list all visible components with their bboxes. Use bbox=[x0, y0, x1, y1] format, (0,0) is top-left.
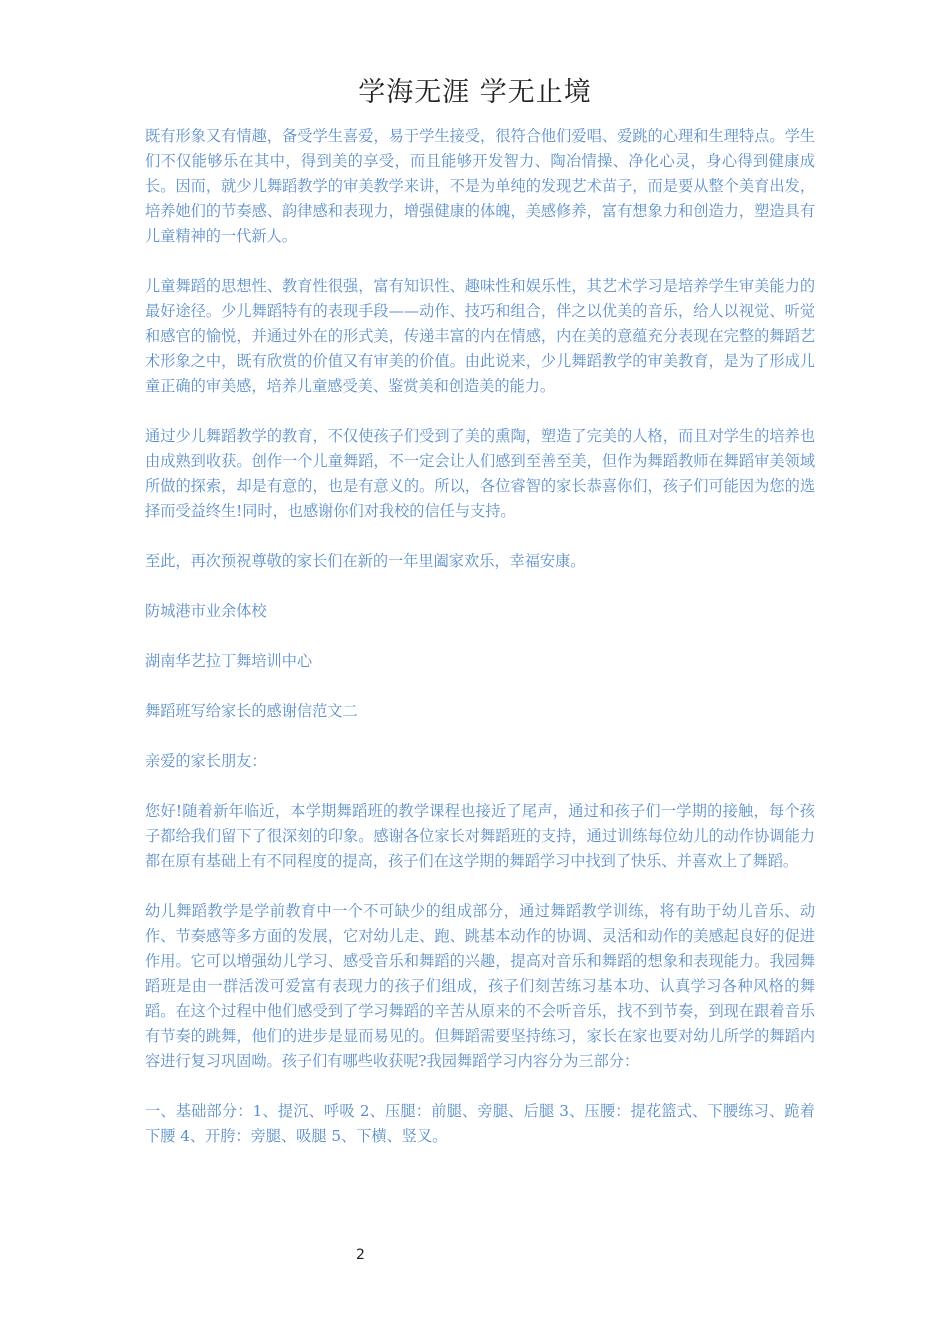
paragraph-aesthetic-education: 既有形象又有情趣，备受学生喜爱，易于学生接受，很符合他们爱唱、爱跳的心理和生理特点。学生们不仅能够乐在其中，得到美的享受，而且能够开发智力、陶冶情操、净化心灵，身心得到健康成长。因而，就少儿舞蹈教学的审美教学来讲，不是为单纯的发现艺术苗子，而是要从整个美育出发，培养她们的节奏感、韵律感和表现力，增强健康的体魄，美感修养，富有想象力和创造力，塑造具有儿童精神的一代新人。 bbox=[145, 127, 815, 245]
paragraph-greeting: 您好!随着新年临近，本学期舞蹈班的教学课程也接近了尾声，通过和孩子们一学期的接触，每个孩子都给我们留下了很深刻的印象。感谢各位家长对舞蹈班的支持，通过训练每位幼儿的动作协调能力都在原有基础上有不同程度的提高，孩子们在这学期的舞蹈学习中找到了快乐、并喜欢上了舞蹈。 bbox=[145, 802, 815, 870]
paragraph-teaching-results: 通过少儿舞蹈教学的教育，不仅使孩子们受到了美的熏陶，塑造了完美的人格，而且对学生的培养也由成熟到收获。创作一个儿童舞蹈，不一定会让人们感到至善至美，但作为舞蹈教师在舞蹈审美领域所做的探索，却是有意的，也是有意义的。所以，各位睿智的家长恭喜你们，孩子们可能因为您的选择而受益终生!同时，也感谢你们对我校的信任与支持。 bbox=[145, 427, 815, 520]
page-header-title: 学海无涯 学无止境 bbox=[358, 77, 592, 108]
paragraph-preschool-dance: 幼儿舞蹈教学是学前教育中一个不可缺少的组成部分，通过舞蹈教学训练，将有助于幼儿音乐、动作、节奏感等多方面的发展，它对幼儿走、跑、跳基本动作的协调、灵活和动作的美感起良好的促进作用。它可以增强幼儿学习、感受音乐和舞蹈的兴趣，提高对音乐和舞蹈的想象和表现能力。我园舞蹈班是由一群活泼可爱富有表现力的孩子们组成，孩子们刻苦练习基本功、认真学习各种风格的舞蹈。在这个过程中他们感受到了学习舞蹈的辛苦从原来的不会听音乐，找不到节奏，到现在跟着音乐有节奏的跳舞，他们的进步是显而易见的。但舞蹈需要坚持练习，家长在家也要对幼儿所学的舞蹈内容进行复习巩固呦。孩子们有哪些收获呢?我园舞蹈学习内容分为三部分： bbox=[145, 902, 815, 1070]
signature-training-center: 湖南华艺拉丁舞培训中心 bbox=[145, 652, 313, 670]
section-heading-letter-two: 舞蹈班写给家长的感谢信范文二 bbox=[145, 702, 358, 720]
paragraph-basic-part: 一、基础部分：1、提沉、呼吸 2、压腿：前腿、旁腿、后腿 3、压腰：提花篮式、下腰练习、跪着下腰 4、开胯：旁腿、吸腿 5、下横、竖叉。 bbox=[145, 1102, 815, 1145]
paragraph-children-dance: 儿童舞蹈的思想性、教育性很强，富有知识性、趣味性和娱乐性，其艺术学习是培养学生审美能力的最好途径。少儿舞蹈特有的表现手段——动作、技巧和组合，伴之以优美的音乐，给人以视觉、听觉和感官的愉悦，并通过外在的形式美，传递丰富的内在情感，内在美的意蕴充分表现在完整的舞蹈艺术形象之中，既有欣赏的价值又有审美的价值。由此说来，少儿舞蹈教学的审美教育，是为了形成儿童正确的审美感，培养儿童感受美、鉴赏美和创造美的能力。 bbox=[145, 277, 815, 395]
letter-salutation: 亲爱的家长朋友： bbox=[145, 752, 267, 770]
paragraph-new-year-wishes: 至此，再次预祝尊敬的家长们在新的一年里阖家欢乐，幸福安康。 bbox=[145, 552, 586, 570]
document-body bbox=[145, 124, 815, 1174]
signature-school: 防城港市业余体校 bbox=[145, 602, 267, 620]
page-number: 2 bbox=[356, 1247, 365, 1263]
